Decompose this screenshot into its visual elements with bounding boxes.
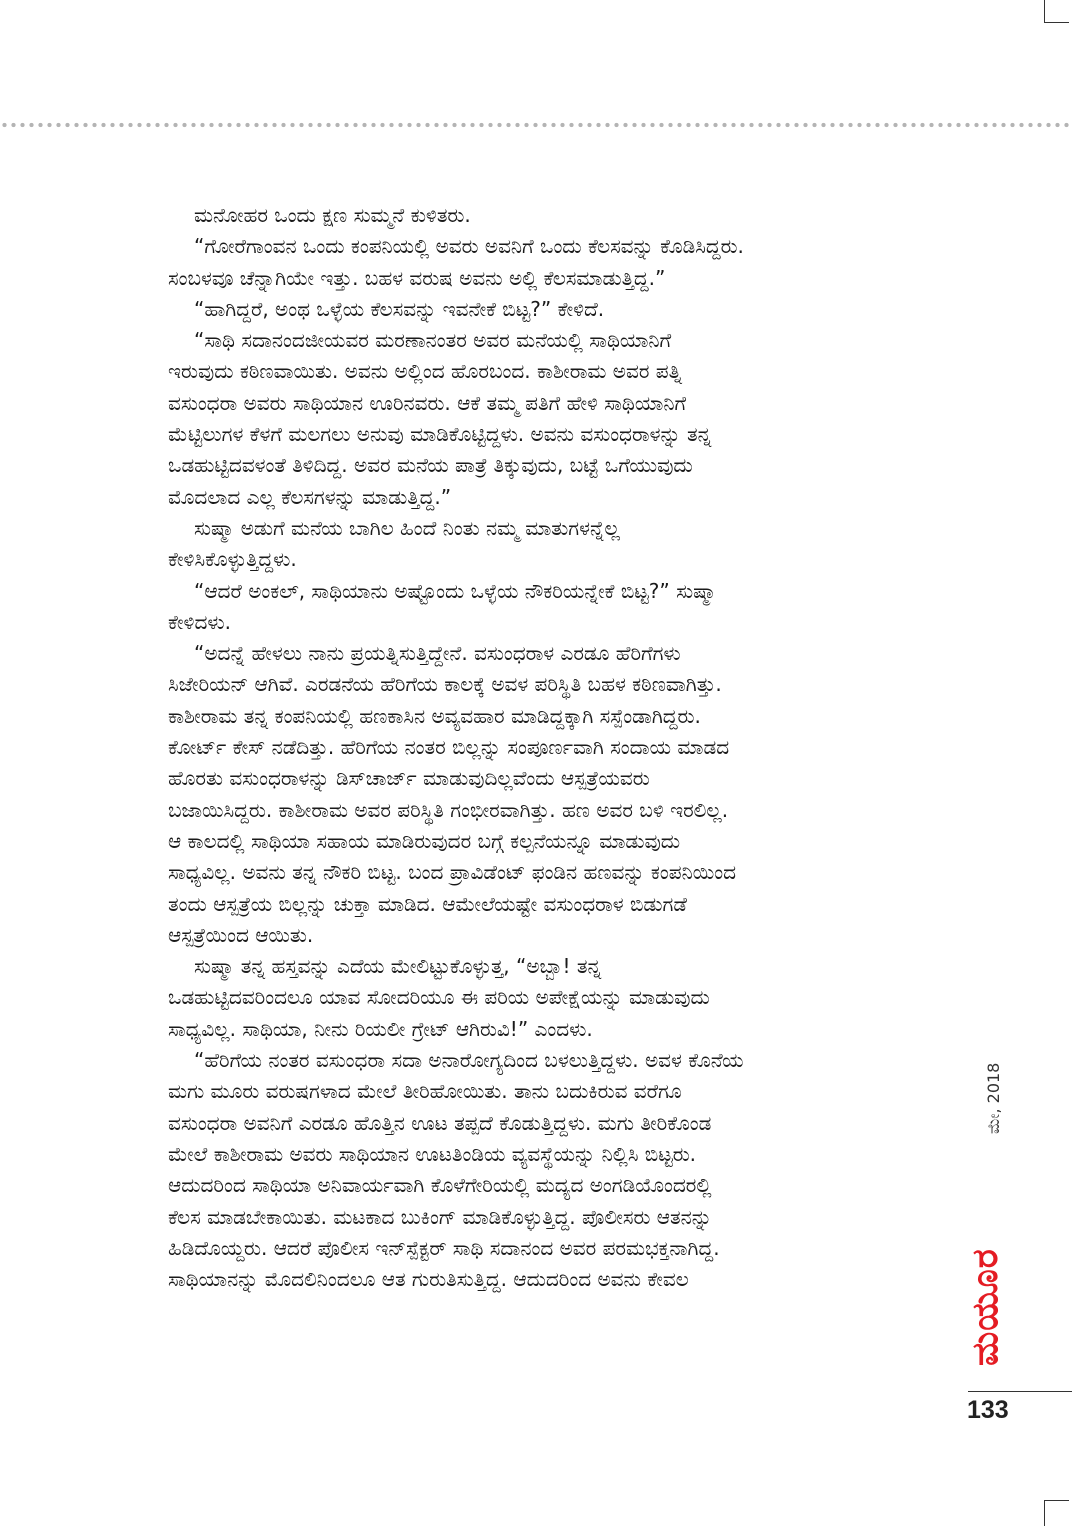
page-number: 133 bbox=[967, 1396, 1009, 1424]
magazine-logo: ಮಯೂರ bbox=[965, 1248, 1006, 1366]
text-line: ತಂದು ಆಸ್ಪತ್ರೆಯ ಬಿಲ್ಲನ್ನು ಚುಕ್ತಾ ಮಾಡಿದ. ಆಮೇಲೆಯಷ್ಟೇ ವಸುಂಧರಾಳ ಬಿಡುಗಡೆ bbox=[168, 891, 687, 916]
text-line: ಸಾಥಿಯಾನನ್ನು ಮೊದಲಿನಿಂದಲೂ ಆತ ಗುರುತಿಸುತ್ತಿದ್ದ. ಆದುದರಿಂದ ಅವನು ಕೇವಲ bbox=[168, 1267, 689, 1292]
text-line: ಮೊದಲಾದ ಎಲ್ಲ ಕೆಲಸಗಳನ್ನು ಮಾಡುತ್ತಿದ್ದ.” bbox=[168, 484, 452, 509]
dotted-divider bbox=[0, 121, 1072, 129]
text-line: ಸುಷ್ಮಾ ಅಡುಗೆ ಮನೆಯ ಬಾಗಿಲ ಹಿಂದೆ ನಿಂತು ನಮ್ಮ ಮಾತುಗಳನ್ನೆಲ್ಲ bbox=[194, 515, 620, 540]
text-line: ಆ ಕಾಲದಲ್ಲಿ ಸಾಥಿಯಾ ಸಹಾಯ ಮಾಡಿರುವುದರ ಬಗ್ಗೆ ಕಲ್ಪನೆಯನ್ನೂ ಮಾಡುವುದು bbox=[168, 828, 681, 853]
text-line: “ಅದನ್ನೆ ಹೇಳಲು ನಾನು ಪ್ರಯತ್ನಿಸುತ್ತಿದ್ದೇನೆ. ವಸುಂಧರಾಳ ಎರಡೂ ಹೆರಿಗೆಗಳು bbox=[194, 641, 681, 666]
text-line: ಸಾಧ್ಯವಿಲ್ಲ. ಅವನು ತನ್ನ ನೌಕರಿ ಬಿಟ್ಟ. ಬಂದ ಪ್ರಾವಿಡೆಂಟ್ ಫಂಡಿನ ಹಣವನ್ನು ಕಂಪನಿಯಿಂದ bbox=[168, 860, 736, 885]
text-line: ಕೋರ್ಟ್ ಕೇಸ್ ನಡೆದಿತ್ತು. ಹೆರಿಗೆಯ ನಂತರ ಬಿಲ್ಲನ್ನು ಸಂಪೂರ್ಣವಾಗಿ ಸಂದಾಯ ಮಾಡದ bbox=[168, 735, 730, 760]
text-line: “ಆದರೆ ಅಂಕಲ್, ಸಾಥಿಯಾನು ಅಷ್ಟೊಂದು ಒಳ್ಳೆಯ ನೌಕರಿಯನ್ನೇಕೆ ಬಿಟ್ಟ?” ಸುಷ್ಮಾ bbox=[194, 578, 717, 603]
text-line: ಮೆಟ್ಟಿಲುಗಳ ಕೆಳಗೆ ಮಲಗಲು ಅನುವು ಮಾಡಿಕೊಟ್ಟಿದ್ದಳು. ಅವನು ವಸುಂಧರಾಳನ್ನು ತನ್ನ bbox=[168, 422, 712, 447]
crop-mark-top bbox=[1044, 0, 1069, 23]
text-line: ವಸುಂಧರಾ ಅವನಿಗೆ ಎರಡೂ ಹೊತ್ತಿನ ಊಟ ತಪ್ಪದೆ ಕೊಡುತ್ತಿದ್ದಳು. ಮಗು ತೀರಿಕೊಂಡ bbox=[168, 1110, 712, 1135]
text-line: “ಹಾಗಿದ್ದರೆ, ಅಂಥ ಒಳ್ಳೆಯ ಕೆಲಸವನ್ನು ಇವನೇಕೆ ಬಿಟ್ಟ?” ಕೇಳಿದೆ. bbox=[194, 296, 605, 321]
text-line: ಸಂಬಳವೂ ಚೆನ್ನಾಗಿಯೇ ಇತ್ತು. ಬಹಳ ವರುಷ ಅವನು ಅಲ್ಲಿ ಕೆಲಸಮಾಡುತ್ತಿದ್ದ.” bbox=[168, 265, 666, 290]
text-line: ಆದುದರಿಂದ ಸಾಥಿಯಾ ಅನಿವಾರ್ಯವಾಗಿ ಕೊಳೆಗೇರಿಯಲ್ಲಿ ಮದ್ಯದ ಅಂಗಡಿಯೊಂದರಲ್ಲಿ bbox=[168, 1173, 712, 1198]
text-line: ಸಾಧ್ಯವಿಲ್ಲ. ಸಾಥಿಯಾ, ನೀನು ರಿಯಲೀ ಗ್ರೇಟ್ ಆಗಿರುವಿ!” ಎಂದಳು. bbox=[168, 1016, 593, 1041]
article-body bbox=[168, 200, 920, 1295]
text-line: ಬಜಾಯಿಸಿದ್ದರು. ಕಾಶೀರಾಮ ಅವರ ಪರಿಸ್ಥಿತಿ ಗಂಭೀರವಾಗಿತ್ತು. ಹಣ ಅವರ ಬಳಿ ಇರಲಿಲ್ಲ. bbox=[168, 797, 729, 822]
text-line: ಕಾಶೀರಾಮ ತನ್ನ ಕಂಪನಿಯಲ್ಲಿ ಹಣಕಾಸಿನ ಅವ್ಯವಹಾರ ಮಾಡಿದ್ದಕ್ಕಾಗಿ ಸಸ್ಪೆಂಡಾಗಿದ್ದರು. bbox=[168, 703, 701, 728]
text-line: ಮೇಲೆ ಕಾಶೀರಾಮ ಅವರು ಸಾಥಿಯಾನ ಊಟತಿಂಡಿಯ ವ್ಯವಸ್ಥೆಯನ್ನು ನಿಲ್ಲಿಸಿ ಬಿಟ್ಟರು. bbox=[168, 1141, 697, 1166]
text-line: ಒಡಹುಟ್ಟಿದವಳಂತೆ ತಿಳಿದಿದ್ದ. ಅವರ ಮನೆಯ ಪಾತ್ರೆ ತಿಕ್ಕುವುದು, ಬಟ್ಟೆ ಒಗೆಯುವುದು bbox=[168, 453, 693, 478]
footer-rule bbox=[968, 1391, 1072, 1392]
text-line: ಮನೋಹರ ಒಂದು ಕ್ಷಣ ಸುಮ್ಮನೆ ಕುಳಿತರು. bbox=[194, 203, 471, 227]
text-line: “ಗೋರೆಗಾಂವನ ಒಂದು ಕಂಪನಿಯಲ್ಲಿ ಅವರು ಅವನಿಗೆ ಒಂದು ಕೆಲಸವನ್ನು ಕೊಡಿಸಿದ್ದರು. bbox=[194, 234, 744, 259]
issue-date: ಮೇ, 2018 bbox=[984, 1062, 1003, 1134]
text-line: ಹಿಡಿದೊಯ್ದರು. ಆದರೆ ಪೊಲೀಸ ಇನ್‌ಸ್ಪೆಕ್ಟರ್ ಸಾಥಿ ಸದಾನಂದ ಅವರ ಪರಮಭಕ್ತನಾಗಿದ್ದ. bbox=[168, 1235, 720, 1260]
crop-mark-bottom bbox=[1044, 1500, 1069, 1526]
text-line: “ಸಾಥಿ ಸದಾನಂದಜೀಯವರ ಮರಣಾನಂತರ ಅವರ ಮನೆಯಲ್ಲಿ ಸಾಥಿಯಾನಿಗೆ bbox=[194, 328, 672, 353]
text-line: ಇರುವುದು ಕಠಿಣವಾಯಿತು. ಅವನು ಅಲ್ಲಿಂದ ಹೊರಬಂದ. ಕಾಶೀರಾಮ ಅವರ ಪತ್ನಿ bbox=[168, 359, 682, 384]
text-line: ಮಗು ಮೂರು ವರುಷಗಳಾದ ಮೇಲೆ ತೀರಿಹೋಯಿತು. ತಾನು ಬದುಕಿರುವ ವರೆಗೂ bbox=[168, 1079, 682, 1104]
text-line: “ಹೆರಿಗೆಯ ನಂತರ ವಸುಂಧರಾ ಸದಾ ಅನಾರೋಗ್ಯದಿಂದ ಬಳಲುತ್ತಿದ್ದಳು. ಅವಳ ಕೊನೆಯ bbox=[194, 1048, 744, 1073]
text-line: ಕೇಳಿಸಿಕೊಳ್ಳುತ್ತಿದ್ದಳು. bbox=[168, 547, 297, 572]
text-line: ಹೊರತು ವಸುಂಧರಾಳನ್ನು ಡಿಸ್‌ಚಾರ್ಜ್ ಮಾಡುವುದಿಲ್ಲವೆಂದು ಆಸ್ಪತ್ರೆಯವರು bbox=[168, 766, 650, 791]
text-line: ವಸುಂಧರಾ ಅವರು ಸಾಥಿಯಾನ ಊರಿನವರು. ಆಕೆ ತಮ್ಮ ಪತಿಗೆ ಹೇಳಿ ಸಾಥಿಯಾನಿಗೆ bbox=[168, 390, 687, 415]
text-line: ಸಿಜೇರಿಯನ್ ಆಗಿವೆ. ಎರಡನೆಯ ಹೆರಿಗೆಯ ಕಾಲಕ್ಕೆ ಅವಳ ಪರಿಸ್ಥಿತಿ ಬಹಳ ಕಠಿಣವಾಗಿತ್ತು. bbox=[168, 672, 722, 697]
text-line: ಆಸ್ಪತ್ರೆಯಿಂದ ಆಯಿತು. bbox=[168, 922, 314, 947]
text-line: ಕೆಲಸ ಮಾಡಬೇಕಾಯಿತು. ಮಟಕಾದ ಬುಕಿಂಗ್ ಮಾಡಿಕೊಳ್ಳುತ್ತಿದ್ದ. ಪೊಲೀಸರು ಆತನನ್ನು bbox=[168, 1204, 712, 1229]
text-line: ಕೇಳಿದಳು. bbox=[168, 609, 231, 634]
text-line: ಸುಷ್ಮಾ ತನ್ನ ಹಸ್ತವನ್ನು ಎದೆಯ ಮೇಲಿಟ್ಟುಕೊಳ್ಳುತ್ತ, “ಅಬ್ಬಾ! ತನ್ನ bbox=[194, 954, 602, 979]
text-line: ಒಡಹುಟ್ಟಿದವರಿಂದಲೂ ಯಾವ ಸೋದರಿಯೂ ಈ ಪರಿಯ ಅಪೇಕ್ಷೆಯನ್ನು ಮಾಡುವುದು bbox=[168, 985, 710, 1010]
